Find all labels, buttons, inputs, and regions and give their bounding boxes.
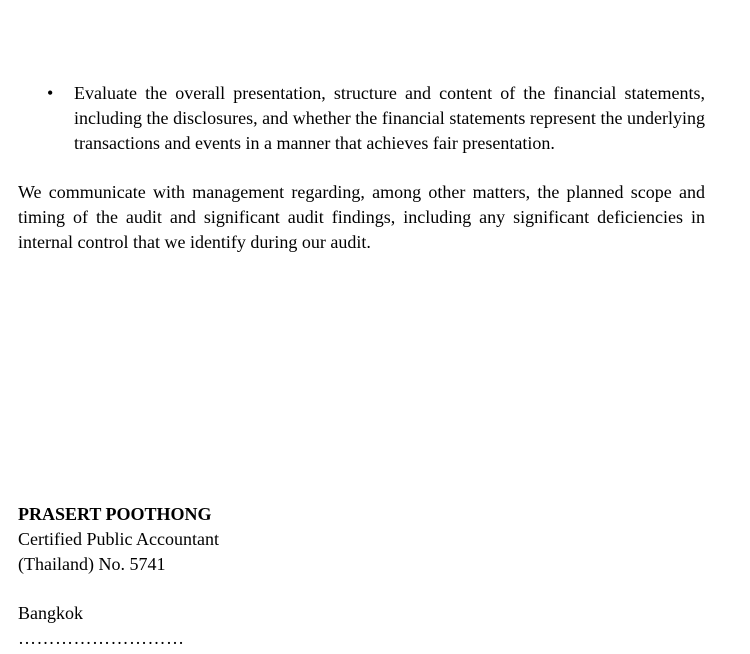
date-placeholder: ……………………… xyxy=(18,628,185,648)
signature-block xyxy=(18,502,219,577)
signer-name: PRASERT POOTHONG xyxy=(18,504,212,524)
communication-paragraph: We communicate with management regarding, among other matters, the planned scope and timing of the audit and significant audit findings, including any significant deficiencies in internal control that we identify during our audit. xyxy=(18,182,705,252)
signer-registration: (Thailand) No. 5741 xyxy=(18,554,166,574)
location-text: Bangkok xyxy=(18,603,83,623)
bullet-item xyxy=(18,81,705,156)
bullet-text: Evaluate the overall presentation, structure and content of the financial statements, including the disclosures, and whether the financial statements represent the underlying transactions and events in a manner that achieves fair presentation. xyxy=(74,83,705,153)
bullet-icon: • xyxy=(47,83,54,103)
document-page xyxy=(18,0,705,654)
signer-title: Certified Public Accountant xyxy=(18,529,219,549)
